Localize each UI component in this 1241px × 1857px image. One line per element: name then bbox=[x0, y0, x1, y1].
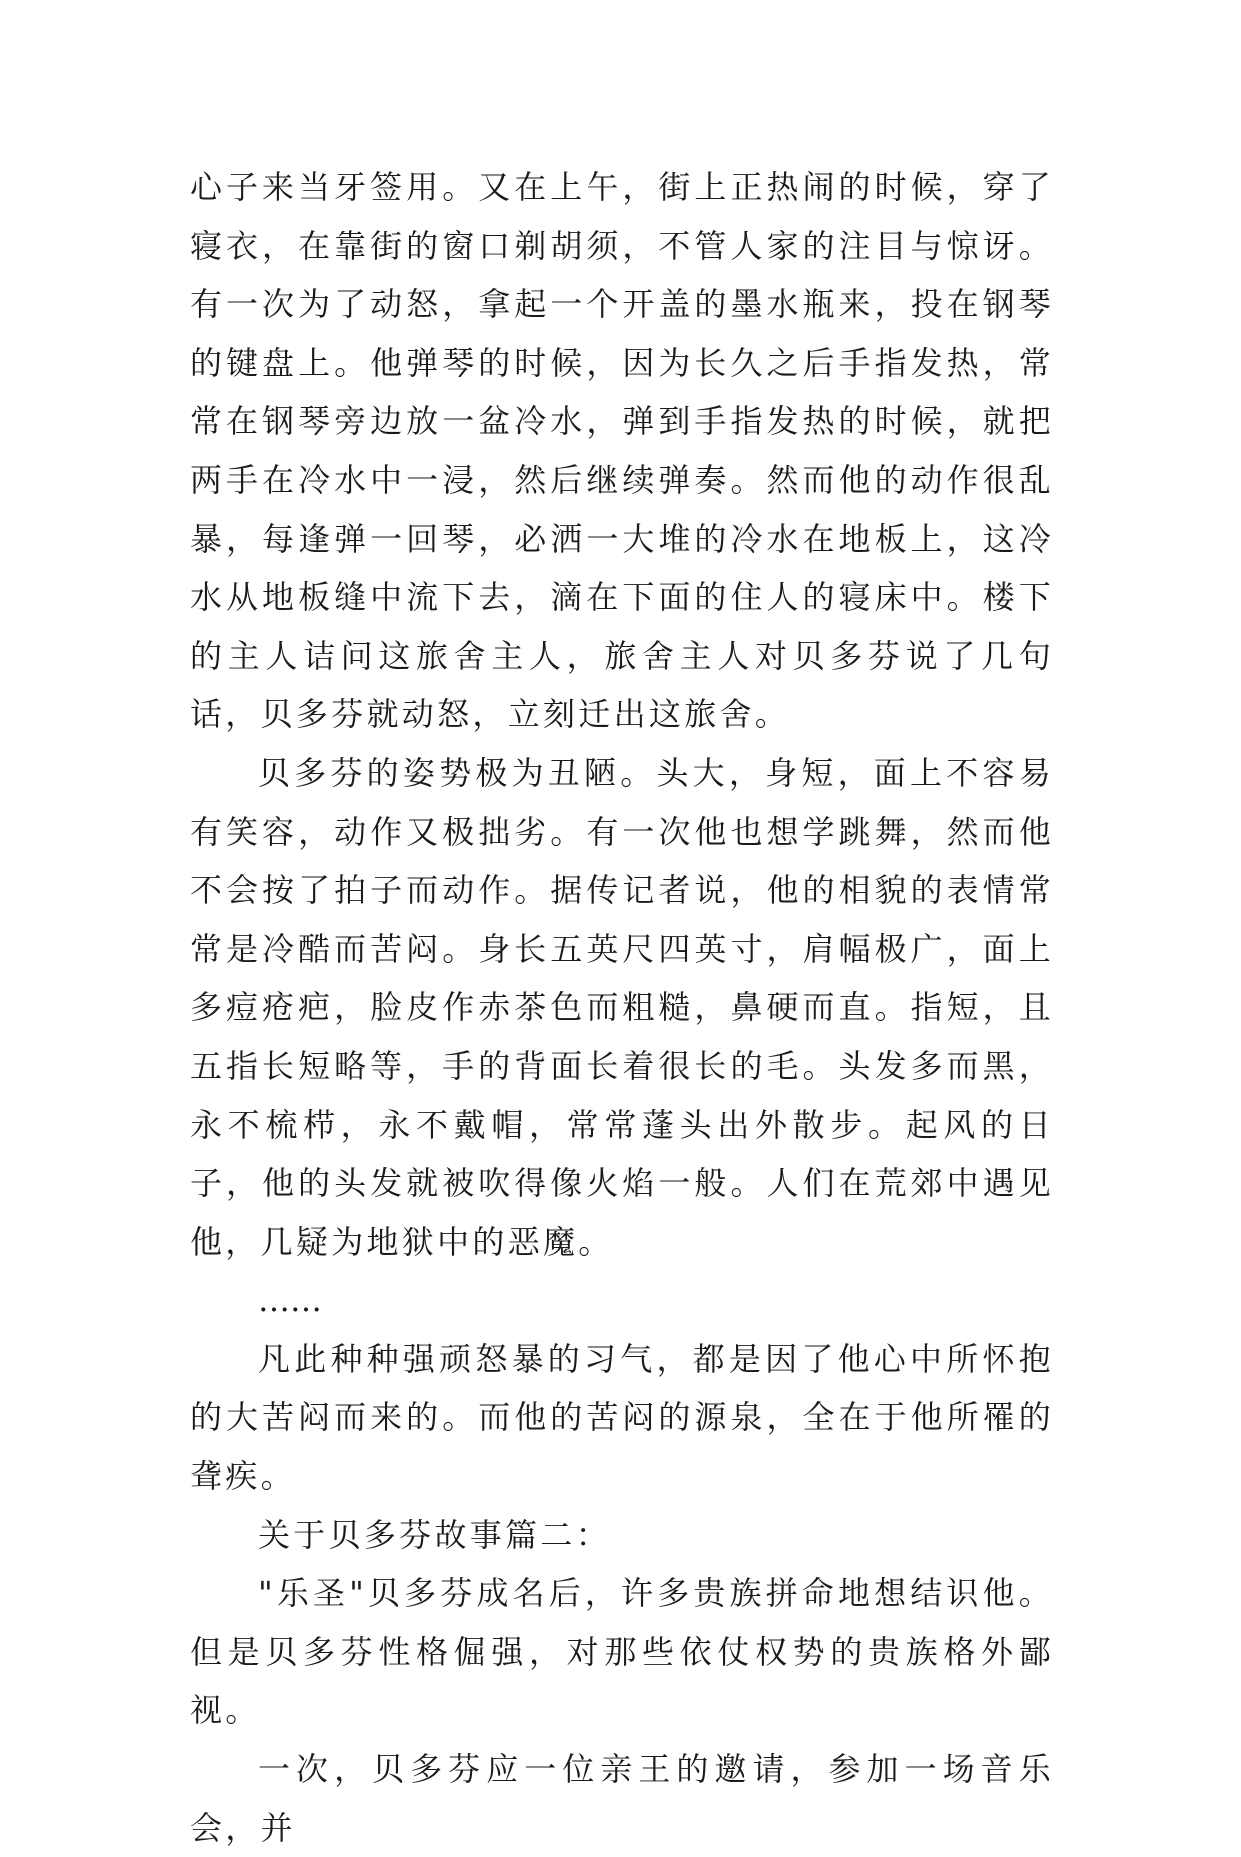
paragraph-ellipsis: …… bbox=[258, 1281, 322, 1320]
paragraph-appearance: 贝多芬的姿势极为丑陋。头大，身短，面上不容易有笑容，动作又极拙劣。有一次他也想学跳舞，然而他不会按了拍子而动作。据传记者说，他的相貌的表情常常是冷酷而苦闷。身长五英尺四英寸，肩幅极广，面上多痘疮疤，脸皮作赤茶色而粗糙，鼻硬而直。指短，且五指长短略等，手的背面长着很长的毛。头发多而黑，永不梳栉，永不戴帽，常常蓬头出外散步。起风的日子，他的头发就被吹得像火焰一般。人们在荒郊中遇见他，几疑为地狱中的恶魔。 bbox=[190, 753, 1054, 1261]
paragraph-summary: 凡此种种强顽怒暴的习气，都是因了他心中所怀抱的大苦闷而来的。而他的苦闷的源泉，全在于他所罹的聋疾。 bbox=[190, 1339, 1054, 1496]
paragraph-continuation: 心子来当牙签用。又在上午，街上正热闹的时候，穿了寝衣，在靠街的窗口剃胡须，不管人家的注目与惊讶。有一次为了动怒，拿起一个开盖的墨水瓶来，投在钢琴的键盘上。他弹琴的时候，因为长久之后手指发热，常常在钢琴旁边放一盆冷水，弹到手指发热的时候，就把两手在冷水中一浸，然后继续弹奏。然而他的动作很乱暴，每逢弹一回琴，必洒一大堆的冷水在地板上，这冷水从地板缝中流下去，滴在下面的住人的寝床中。楼下的主人诘问这旅舍主人，旅舍主人对贝多芬说了几句话，贝多芬就动怒，立刻迁出这旅舍。 bbox=[190, 168, 1054, 734]
body-text bbox=[190, 158, 1054, 1857]
paragraph-story-two-start: 一次，贝多芬应一位亲王的邀请，参加一场音乐会，并 bbox=[190, 1750, 1054, 1847]
section-heading-story-two: 关于贝多芬故事篇二： bbox=[258, 1515, 612, 1554]
paragraph-story-two-intro: "乐圣"贝多芬成名后，许多贵族拼命地想结识他。但是贝多芬性格倔强，对那些依仗权势的贵族格外鄙视。 bbox=[190, 1574, 1054, 1730]
